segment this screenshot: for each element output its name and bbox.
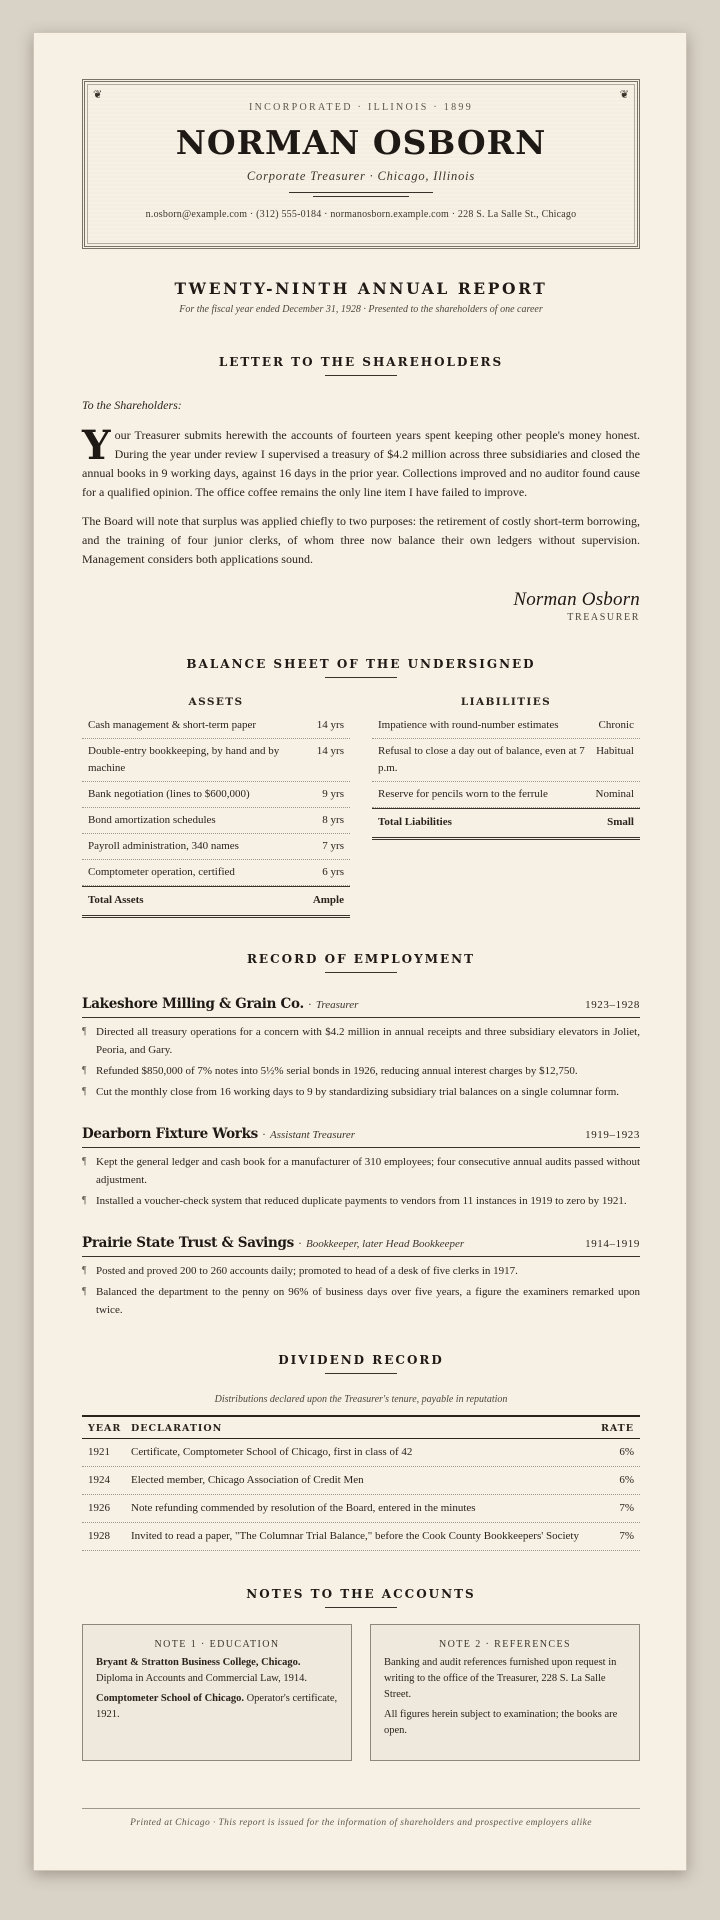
section-heading: DIVIDEND RECORD: [278, 1353, 444, 1367]
table-header: [82, 1417, 640, 1439]
drop-cap: Y: [82, 422, 111, 469]
note-text: [96, 1655, 338, 1687]
rate-cell: 7%: [619, 1502, 634, 1514]
footer: Printed at Chicago · This report is issued for the information of shareholders and prospective employers alike: [82, 1808, 640, 1828]
bullet-text: Directed all treasury operations for a concern with $4.2 million in annual receipts and three subsidiary elevators in Joliet, Peoria, and Gary.: [96, 1026, 640, 1056]
table-row: [82, 1495, 640, 1523]
section-heading: RECORD OF EMPLOYMENT: [246, 952, 476, 966]
ornament-icon: ❦: [93, 89, 103, 101]
row-label: Bond amortization schedules: [88, 814, 216, 826]
assets-total-row: [82, 886, 350, 918]
signature: Norman Osborn: [513, 589, 640, 610]
list-item: [82, 1023, 640, 1059]
company-name: Prairie State Trust & Savings: [82, 1235, 294, 1251]
declaration-cell: Invited to read a paper, "The Columnar Trial Balance," before the Cook County Bookkeepers' Society: [131, 1530, 579, 1542]
table-body: [82, 1439, 640, 1551]
asset-row: [82, 834, 350, 860]
section-heading: BALANCE SHEET OF THE UNDERSIGNED: [186, 657, 536, 671]
liability-row: [372, 713, 640, 739]
bullet-list: [82, 1262, 640, 1319]
page-title: NORMAN OSBORN: [175, 123, 547, 162]
bullet-list: [82, 1023, 640, 1101]
job-entry: [82, 1234, 640, 1319]
list-item: [82, 1192, 640, 1210]
section-heading: LETTER TO THE SHAREHOLDERS: [218, 355, 504, 369]
table-row: [82, 1467, 640, 1495]
assets-list: [82, 713, 350, 886]
row-label: Payroll administration, 340 names: [88, 840, 239, 852]
job-header: [82, 1125, 640, 1148]
bullet-text: Balanced the department to the penny on 96% of business days over five years, a figure the examiners remarked upon twice.: [96, 1286, 640, 1316]
table-row: [82, 1523, 640, 1551]
job-title-group: [82, 995, 358, 1013]
column-header: DECLARATION: [131, 1423, 223, 1434]
pilcrow-icon: ¶: [82, 1086, 87, 1097]
row-value: 14 yrs: [316, 745, 344, 757]
row-value: 9 yrs: [322, 788, 344, 800]
letter-section: [82, 355, 640, 623]
report-subtitle: For the fiscal year ended December 31, 1928 · Presented to the shareholders of one career: [179, 304, 543, 315]
balance-sheet: [82, 696, 640, 918]
asset-row: [82, 808, 350, 834]
column-header: RATE: [600, 1423, 634, 1434]
year-cell: 1928: [88, 1530, 110, 1542]
job-title-group: [82, 1125, 355, 1143]
job-list: [82, 995, 640, 1319]
pilcrow-icon: ¶: [82, 1026, 87, 1037]
school-detail: Diploma in Accounts and Commercial Law, 1914.: [96, 1673, 308, 1684]
signature-title: TREASURER: [567, 612, 640, 623]
bullet-list: [82, 1153, 640, 1210]
asset-row: [82, 739, 350, 782]
row-value: 6 yrs: [322, 866, 344, 878]
row-label: Bank negotiation (lines to $600,000): [88, 788, 250, 800]
school-name: Comptometer School of Chicago.: [96, 1693, 244, 1704]
list-item: [82, 1262, 640, 1280]
asset-row: [82, 860, 350, 886]
school-detail: Operator's certificate, 1921.: [96, 1693, 338, 1720]
note-text: [96, 1691, 338, 1723]
divider: [325, 1607, 397, 1608]
note-heading: NOTE 1 · EDUCATION: [154, 1639, 280, 1650]
job-dates: 1914–1919: [585, 1238, 640, 1250]
row-value: Nominal: [595, 788, 634, 800]
masthead: [82, 79, 640, 249]
signature-block: [82, 589, 640, 623]
notes-section: [82, 1587, 640, 1761]
row-label: Impatience with round-number estimates: [378, 719, 559, 731]
incorporation-line: INCORPORATED · ILLINOIS · 1899: [249, 102, 473, 113]
row-label: Double-entry bookkeeping, by hand and by machine: [88, 745, 280, 774]
column-header: YEAR: [88, 1423, 122, 1434]
bullet-text: Cut the monthly close from 16 working days to 9 by standardizing subsidiary trial balances on a single columnar form.: [96, 1086, 620, 1098]
note-education: [82, 1624, 352, 1761]
company-name: Dearborn Fixture Works: [82, 1126, 258, 1142]
rate-cell: 6%: [619, 1446, 634, 1458]
row-label: Comptometer operation, certified: [88, 866, 235, 878]
note-references: [370, 1624, 640, 1761]
table-row: [82, 1439, 640, 1467]
divider: [325, 972, 397, 973]
declaration-cell: Elected member, Chicago Association of Credit Men: [131, 1474, 364, 1486]
pilcrow-icon: ¶: [82, 1195, 87, 1206]
year-cell: 1921: [88, 1446, 110, 1458]
company-name: Lakeshore Milling & Grain Co.: [82, 996, 304, 1012]
balance-section: [82, 657, 640, 918]
report-title: TWENTY-NINTH ANNUAL REPORT: [174, 279, 548, 298]
total-label: Total Assets: [88, 894, 144, 906]
job-role: Bookkeeper, later Head Bookkeeper: [305, 1238, 465, 1250]
letter-paragraph: [82, 422, 640, 502]
row-label: Reserve for pencils worn to the ferrule: [378, 788, 548, 800]
ornament-icon: ❦: [619, 89, 629, 101]
column-heading: ASSETS: [188, 696, 244, 708]
notes-boxes: [82, 1624, 640, 1761]
report-content: [82, 79, 640, 1761]
column-heading: LIABILITIES: [460, 696, 552, 708]
letter-text: our Treasurer submits herewith the accounts of fourteen years spent keeping other people's money honest. During the year under review I supervised a treasury of $4.2 million across three subsidiaries and closed the annual books in 9 working days, against 16 days in the prior year. Collections improved and no auditor found cause for a qualified opinion. The office coffee remains the only line item I have failed to improve.: [82, 428, 640, 499]
divider: [289, 192, 433, 193]
note-heading: NOTE 2 · REFERENCES: [439, 1639, 571, 1650]
job-dates: 1919–1923: [585, 1129, 640, 1141]
row-value: 14 yrs: [316, 719, 344, 731]
section-heading: NOTES TO THE ACCOUNTS: [246, 1587, 476, 1601]
divider: [325, 1373, 397, 1374]
liabilities-total-row: [372, 808, 640, 840]
dividend-caption: Distributions declared upon the Treasurer's tenure, payable in reputation: [214, 1394, 508, 1405]
pilcrow-icon: ¶: [82, 1156, 87, 1167]
report-paper: [33, 32, 687, 1871]
list-item: [82, 1062, 640, 1080]
job-role: Treasurer: [315, 999, 359, 1011]
school-name: Bryant & Stratton Business College, Chicago.: [96, 1657, 301, 1668]
row-value: Habitual: [596, 745, 634, 757]
divider: [325, 677, 397, 678]
pilcrow-icon: ¶: [82, 1265, 87, 1276]
year-cell: 1926: [88, 1502, 110, 1514]
separator: ·: [297, 1236, 302, 1250]
liabilities-list: [372, 713, 640, 808]
assets-column: [82, 696, 350, 918]
contact-line: n.osborn@example.com · (312) 555-0184 · normanosborn.example.com · 228 S. La Salle St., Chicago: [145, 209, 577, 220]
job-dates: 1923–1928: [585, 999, 640, 1011]
note-text: All figures herein subject to examination; the books are open.: [384, 1709, 618, 1736]
pilcrow-icon: ¶: [82, 1286, 87, 1297]
job-entry: [82, 1125, 640, 1210]
bullet-text: Installed a voucher-check system that reduced duplicate payments to vendors from 11 instances in 1919 to zero by 1921.: [96, 1195, 627, 1207]
asset-row: [82, 782, 350, 808]
rate-cell: 7%: [619, 1530, 634, 1542]
job-title-group: [82, 1234, 464, 1252]
job-role: Assistant Treasurer: [269, 1129, 356, 1141]
bullet-text: Posted and proved 200 to 260 accounts daily; promoted to head of a desk of five clerks in 1917.: [96, 1265, 518, 1277]
divider: [325, 375, 397, 376]
separator: ·: [307, 997, 312, 1011]
note-text: Banking and audit references furnished upon request in writing to the office of the Treasurer, 228 S. La Salle Street.: [384, 1657, 617, 1700]
liability-row: [372, 782, 640, 808]
salutation: To the Shareholders:: [82, 398, 182, 412]
year-cell: 1924: [88, 1474, 110, 1486]
dividend-section: [82, 1353, 640, 1551]
asset-row: [82, 713, 350, 739]
declaration-cell: Note refunding commended by resolution of the Board, entered in the minutes: [131, 1502, 476, 1514]
role-line: Corporate Treasurer · Chicago, Illinois: [246, 169, 476, 183]
bullet-text: Kept the general ledger and cash book for a manufacturer of 310 employees; four consecutive annual audits passed without adjustment.: [96, 1156, 640, 1186]
row-value: Chronic: [598, 719, 634, 731]
total-label: Total Liabilities: [378, 816, 452, 828]
liabilities-column: [372, 696, 640, 918]
total-value: Ample: [312, 894, 344, 906]
liability-row: [372, 739, 640, 782]
job-entry: [82, 995, 640, 1101]
rate-cell: 6%: [619, 1474, 634, 1486]
row-value: 7 yrs: [322, 840, 344, 852]
bullet-text: Refunded $850,000 of 7% notes into 5½% serial bonds in 1926, reducing annual interest charges by $12,750.: [96, 1065, 578, 1077]
total-value: Small: [607, 816, 634, 828]
row-label: Refusal to close a day out of balance, even at 7 p.m.: [378, 745, 585, 774]
letter-paragraph: The Board will note that surplus was applied chiefly to two purposes: the retirement of costly short-term borrowing, and the training of four junior clerks, of whom three now balance their own ledgers without supervision. Management considers both applications sound.: [82, 514, 640, 566]
pilcrow-icon: ¶: [82, 1065, 87, 1076]
row-label: Cash management & short-term paper: [88, 719, 257, 731]
employment-section: [82, 952, 640, 1319]
declaration-cell: Certificate, Comptometer School of Chicago, first in class of 42: [131, 1446, 413, 1458]
list-item: [82, 1153, 640, 1189]
job-header: [82, 995, 640, 1018]
dividend-table: [82, 1415, 640, 1551]
separator: ·: [261, 1127, 266, 1141]
list-item: [82, 1283, 640, 1319]
list-item: [82, 1083, 640, 1101]
row-value: 8 yrs: [322, 814, 344, 826]
divider: [313, 196, 409, 197]
job-header: [82, 1234, 640, 1257]
